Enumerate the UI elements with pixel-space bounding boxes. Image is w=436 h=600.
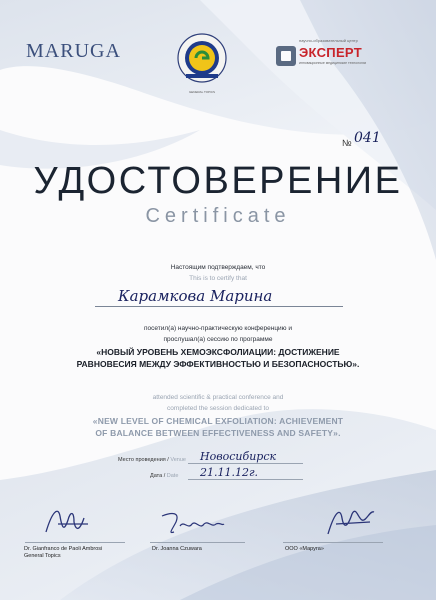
date-value: 21.11.12г. [200,466,259,479]
signatory-left [24,546,102,560]
venue-value: Новосибирск [200,450,277,463]
expert-tagline-bottom: инновационные медицинские технологии [299,61,367,65]
signature-maruga [320,500,380,540]
signatory-left-name: Dr. Gianfranco de Paoli Ambrosi [24,546,103,552]
date-label [150,473,178,479]
maruga-logo: MARUGA [26,40,121,62]
date-label-en: Date [166,473,179,479]
signatory-middle-name: Dr. Joanna Czuwara [152,546,202,552]
signature-czuwara [158,508,228,538]
attended-en: attended scientific & practical conference and [152,394,284,401]
date-line [188,479,303,480]
program-en-line1: «NEW LEVEL OF CHEMICAL EXFOLIATION: ACHIEVEMENT [92,416,344,426]
signatory-right-name: ООО «Маруга» [285,546,324,552]
signatory-left-org: General Topics [24,553,61,559]
general-topics-label: GENERAL TOPICS [188,90,216,94]
certificate-number-value: 041 [354,130,381,146]
signature-line-left [25,542,125,543]
certify-ru: Настоящим подтверждаем, что [170,264,266,271]
expert-tagline-top: научно-образовательный центр [299,38,358,43]
signature-line-right [283,542,383,543]
program-ru-line1: «НОВЫЙ УРОВЕНЬ ХЕМОЭКСФОЛИАЦИИ: ДОСТИЖЕНИЕ [96,347,340,357]
certify-en: This is to certify that [189,275,247,282]
title-english: Certificate [145,205,291,227]
expert-logo-icon [276,46,296,66]
attended-ru: посетил(а) научно-практическую конференцию и [143,325,292,332]
recipient-line [95,306,343,307]
program-ru-line2: РАВНОВЕСИЯ МЕЖДУ ЭФФЕКТИВНОСТЬЮ И БЕЗОПАСНОСТЬЮ». [76,359,360,369]
signature-ambrosi [40,502,100,540]
venue-label-ru: Место проведения / [118,457,171,463]
program-en-line2: OF BALANCE BETWEEN EFFECTIVENESS AND SAFETY». [95,428,341,438]
certificate-number-label: № [342,138,352,148]
venue-label [118,457,186,463]
completed-en: completed the session dedicated to [167,405,269,412]
expert-logo-name: ЭКСПЕРТ [299,45,362,60]
completed-ru: прослушал(а) сессию по программе [163,336,273,343]
signature-line-middle [150,542,245,543]
title-russian: УДОСТОВЕРЕНИЕ [33,160,403,202]
venue-line [188,463,303,464]
general-topics-logo [176,30,228,92]
venue-label-en: Venue [170,457,186,463]
date-label-ru: Дата / [150,473,167,479]
recipient-name: Карамкова Марина [118,287,273,305]
